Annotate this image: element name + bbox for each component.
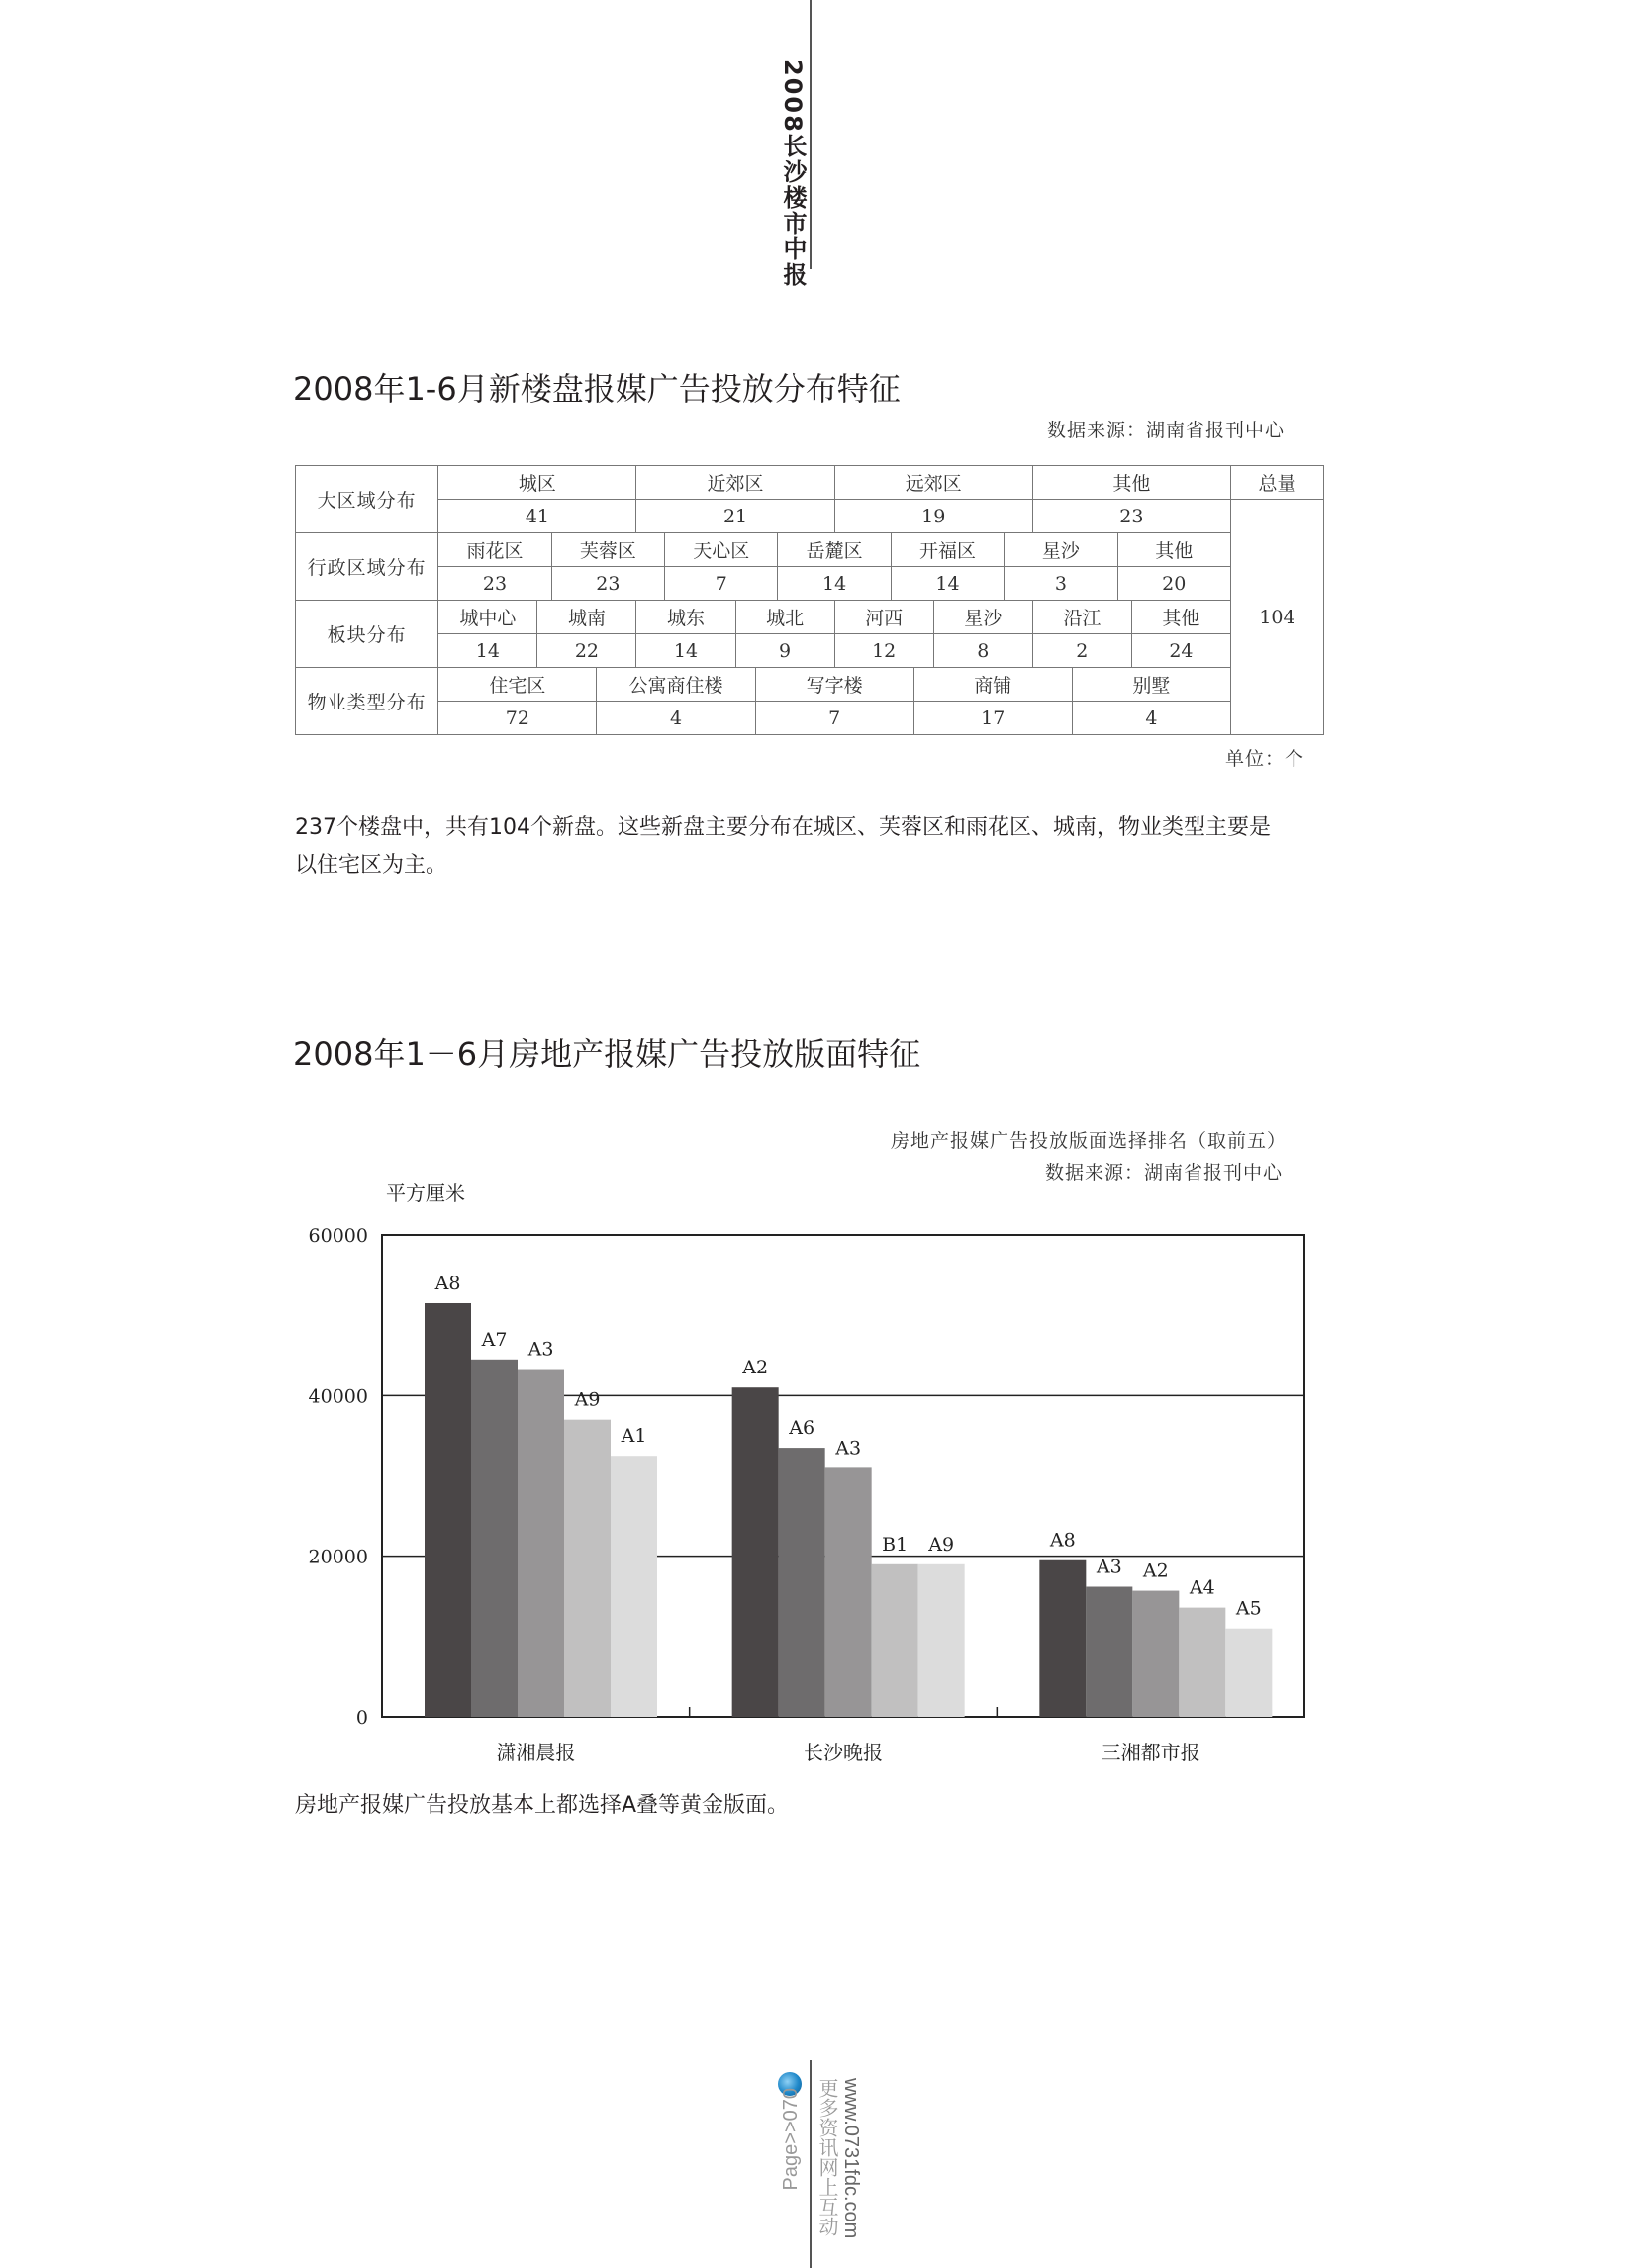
table-column-header: 沿江 — [1032, 601, 1131, 634]
bar — [918, 1564, 965, 1717]
bar — [872, 1564, 918, 1717]
bar-data-label: A2 — [1142, 1559, 1169, 1582]
table-column-header: 其他 — [1117, 533, 1230, 567]
table-cell-value: 72 — [438, 702, 597, 735]
bar — [425, 1303, 471, 1717]
section1-paragraph-line2: 以住宅区为主。 — [295, 853, 448, 878]
table-cell-value: 7 — [755, 702, 913, 735]
table-column-header: 星沙 — [933, 601, 1032, 634]
bar — [1225, 1629, 1272, 1717]
footer-page-number: Page>>070 — [780, 2088, 802, 2191]
table-cell-value: 19 — [834, 500, 1032, 533]
bar-data-label: A9 — [928, 1533, 955, 1556]
bar-data-label: A8 — [434, 1272, 461, 1294]
table-cell-value: 3 — [1005, 567, 1117, 601]
table-column-header: 近郊区 — [636, 466, 834, 500]
bar — [779, 1448, 825, 1717]
table-cell-value: 4 — [1072, 702, 1230, 735]
bar-data-label: A4 — [1189, 1576, 1215, 1599]
table-column-header: 河西 — [834, 601, 933, 634]
bar — [471, 1360, 518, 1717]
footer-url: www.0731fdc.com — [840, 2078, 862, 2239]
table-column-header: 芙蓉区 — [551, 533, 664, 567]
table-cell-value: 4 — [597, 702, 755, 735]
table-column-header: 城东 — [636, 601, 735, 634]
section2-title: 2008年1－6月房地产报媒广告投放版面特征 — [293, 1035, 921, 1073]
bar-data-label: A6 — [789, 1417, 815, 1440]
table-column-header: 星沙 — [1005, 533, 1117, 567]
header-title: 2008长沙楼市中报 — [779, 59, 807, 288]
table-column-header: 住宅区 — [438, 668, 597, 702]
table-column-header: 城中心 — [438, 601, 537, 634]
bar-data-label: A8 — [1049, 1529, 1076, 1552]
table-cell-value: 14 — [636, 634, 735, 668]
footer-divider-line — [810, 2060, 812, 2268]
table-cell-value: 14 — [438, 634, 537, 668]
table-column-header: 商铺 — [913, 668, 1072, 702]
table-unit: 单位：个 — [1225, 748, 1305, 770]
bar-data-label: A2 — [742, 1357, 769, 1379]
section1-source: 数据来源：湖南省报刊中心 — [1047, 420, 1286, 441]
table-column-header: 岳麓区 — [778, 533, 891, 567]
table-row-label: 物业类型分布 — [296, 668, 438, 735]
table-column-header: 开福区 — [891, 533, 1004, 567]
table-total-header: 总量 — [1230, 466, 1323, 500]
table-cell-value: 21 — [636, 500, 834, 533]
table-total-value: 104 — [1230, 500, 1323, 735]
table-cell-value: 23 — [1032, 500, 1230, 533]
table-cell-value: 14 — [778, 567, 891, 601]
table-column-header: 公寓商住楼 — [597, 668, 755, 702]
section1-title: 2008年1-6月新楼盘报媒广告投放分布特征 — [293, 370, 901, 408]
bar — [732, 1387, 779, 1717]
table-cell-value: 20 — [1117, 567, 1230, 601]
chart-caption: 房地产报媒广告投放版面选择排名（取前五） — [891, 1130, 1288, 1152]
table-cell-value: 12 — [834, 634, 933, 668]
table-cell-value: 9 — [735, 634, 834, 668]
table-column-header: 其他 — [1131, 601, 1230, 634]
y-tick-label: 0 — [355, 1707, 368, 1729]
bar-data-label: A1 — [621, 1425, 647, 1448]
bar-data-label: A7 — [481, 1328, 508, 1351]
x-tick-label: 三湘都市报 — [1101, 1741, 1200, 1764]
y-tick-label: 20000 — [308, 1546, 368, 1568]
bar — [518, 1370, 564, 1717]
section2-paragraph: 房地产报媒广告投放基本上都选择A叠等黄金版面。 — [295, 1793, 790, 1818]
table-column-header: 天心区 — [665, 533, 778, 567]
bar — [611, 1456, 657, 1717]
table-cell-value: 14 — [891, 567, 1004, 601]
x-tick-label: 潇湘晨报 — [496, 1741, 576, 1764]
table-cell-value: 24 — [1131, 634, 1230, 668]
table-column-header: 城区 — [438, 466, 636, 500]
bar-data-label: B1 — [882, 1533, 909, 1556]
bar — [1086, 1587, 1132, 1717]
table-cell-value: 41 — [438, 500, 636, 533]
table-cell-value: 8 — [933, 634, 1032, 668]
table-cell-value: 17 — [913, 702, 1072, 735]
table-column-header: 城北 — [735, 601, 834, 634]
table-row-label: 板块分布 — [296, 601, 438, 668]
bar-data-label: A9 — [574, 1388, 601, 1411]
table-column-header: 城南 — [537, 601, 636, 634]
bar-data-label: A3 — [1096, 1556, 1122, 1578]
table-row-label: 行政区域分布 — [296, 533, 438, 601]
table-cell-value: 23 — [438, 567, 551, 601]
y-tick-label: 60000 — [308, 1225, 368, 1247]
table-cell-value: 7 — [665, 567, 778, 601]
section1-paragraph-line1: 237个楼盘中，共有104个新盘。这些新盘主要分布在城区、芙蓉区和雨花区、城南，物业类型主要是 — [295, 815, 1271, 840]
bar-data-label: A3 — [527, 1338, 554, 1361]
section2-source: 数据来源：湖南省报刊中心 — [1045, 1162, 1284, 1183]
table-column-header: 写字楼 — [755, 668, 913, 702]
y-tick-label: 40000 — [308, 1385, 368, 1408]
bar — [1132, 1591, 1179, 1717]
bar — [564, 1420, 611, 1717]
table-column-header: 其他 — [1032, 466, 1230, 500]
bar — [1039, 1560, 1086, 1717]
table-cell-value: 23 — [551, 567, 664, 601]
table-cell-value: 22 — [537, 634, 636, 668]
table-cell-value: 2 — [1032, 634, 1131, 668]
table-column-header: 远郊区 — [834, 466, 1032, 500]
table-column-header: 雨花区 — [438, 533, 551, 567]
bar-data-label: A3 — [835, 1437, 862, 1460]
bar — [1179, 1608, 1225, 1717]
y-axis-label: 平方厘米 — [386, 1181, 465, 1205]
table-column-header: 别墅 — [1072, 668, 1230, 702]
footer-tagline: 更多资讯网上互动 — [815, 2078, 839, 2236]
table-row-label: 大区域分布 — [296, 466, 438, 533]
x-tick-label: 长沙晚报 — [804, 1741, 883, 1764]
bar-data-label: A5 — [1235, 1597, 1262, 1620]
bar — [825, 1467, 872, 1717]
